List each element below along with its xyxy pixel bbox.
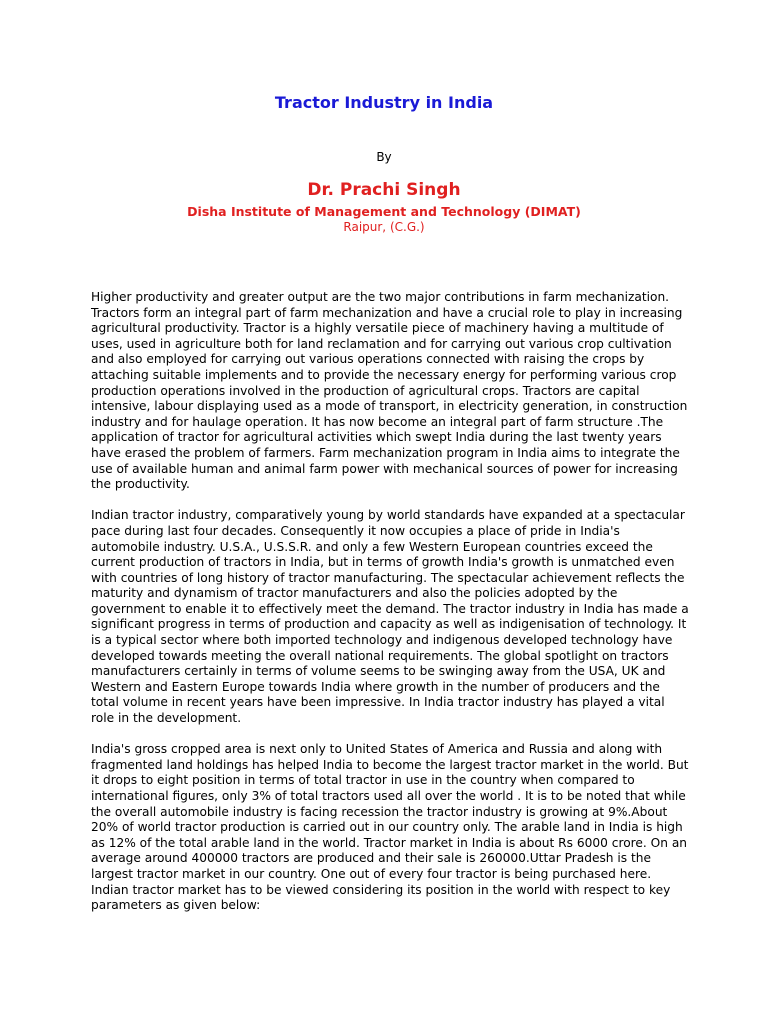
author-affiliation: Disha Institute of Management and Technology (DIMAT) — [187, 204, 581, 219]
author-location: Raipur, (C.G.) — [343, 220, 425, 234]
document-title: Tractor Industry in India — [274, 93, 494, 112]
paragraph-1: Higher productivity and greater output are the two major contributions in farm mechanization. Tractors form an integral part of farm mechanization and have a crucial role to play in increasing agricultural productivity. Tractor is a highly versatile piece of machinery having a multitude of uses, used in agriculture both for land reclamation and for carrying out various crop cultivation and also employed for carrying out various operations connected with raising the crops by attaching suitable implements and to provide the necessary energy for performing various crop production operations involved in the production of agricultural crops. Tractors are capital intensive, labour displaying used as a mode of transport, in electricity generation, in construction industry and for haulage operation. It has now become an integral part of farm structure .The application of tractor for agricultural activities which swept India during the last twenty years have erased the problem of farmers. Farm mechanization program in India aims to integrate the use of available human and animal farm power with mechanical sources of power for increasing the productivity. — [91, 290, 688, 492]
byline-label: By — [376, 150, 392, 164]
paragraph-2: Indian tractor industry, comparatively young by world standards have expanded at a spectacular pace during last four decades. Consequently it now occupies a place of pride in India's automobile industry. U.S.A., U.S.S.R. and only a few Western European countries exceed the current production of tractors in India, but in terms of growth India's growth is unmatched even with countries of long history of tractor manufacturing. The spectacular achievement reflects the maturity and dynamism of tractor manufacturers and also the policies adopted by the government to enable it to effectively meet the demand. The tractor industry in India has made a significant progress in terms of production and capacity as well as indigenisation of technology. It is a typical sector where both imported technology and indigenous developed technology have developed towards meeting the overall national requirements. The global spotlight on tractors manufacturers certainly in terms of volume seems to be swinging away from the USA, UK and Western and Eastern Europe towards India where growth in the number of producers and the total volume in recent years have been impressive. In India tractor industry has played a vital role in the development. — [91, 508, 689, 726]
paragraph-3: India's gross cropped area is next only to United States of America and Russia and along with fragmented land holdings has helped India to become the largest tractor market in the world. But it drops to eight position in terms of total tractor in use in the country when compared to international figures, only 3% of total tractors used all over the world . It is to be noted that while the overall automobile industry is facing recession the tractor industry is growing at 9%.About 20% of world tractor production is carried out in our country only. The arable land in India is high as 12% of the total arable land in the world. Tractor market in India is about Rs 6000 crore. On an average around 400000 tractors are produced and their sale is 260000.Uttar Pradesh is the largest tractor market in our country. One out of every four tractor is being purchased here. Indian tractor market has to be viewed considering its position in the world with respect to key parameters as given below: — [91, 742, 689, 913]
author-name: Dr. Prachi Singh — [307, 180, 461, 200]
article-body — [91, 290, 691, 929]
